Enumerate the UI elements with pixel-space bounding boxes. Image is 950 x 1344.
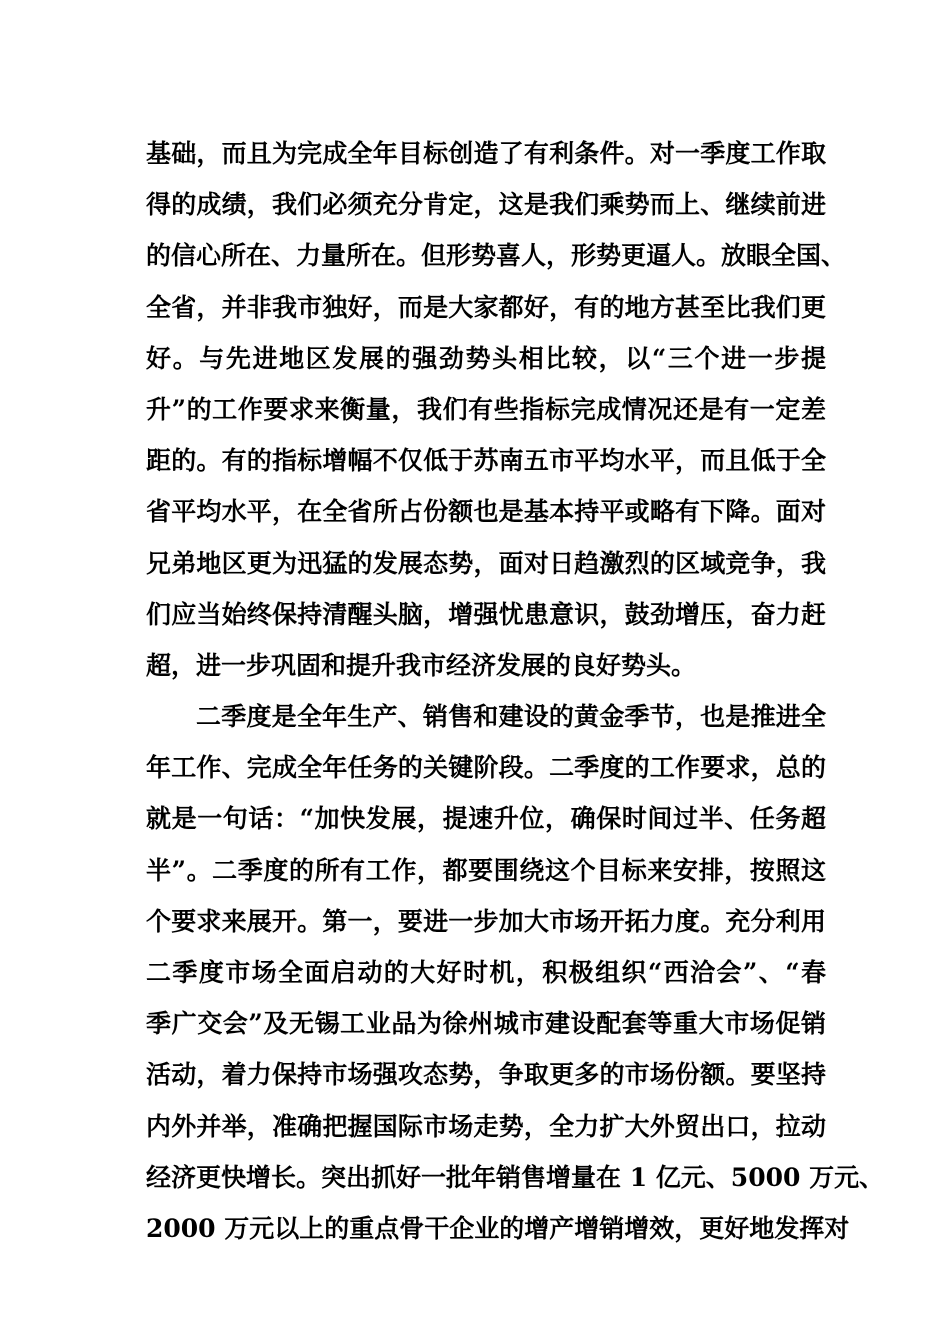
text-line: 好。与先进地区发展的强劲势头相比较，以“三个进一步提 [146,343,826,373]
text-line: 经济更快增长。突出抓好一批年销售增量在 1 亿元、5000 万元、 [146,1162,885,1192]
text-line: 兄弟地区更为迅猛的发展态势，面对日趋激烈的区域竞争，我 [146,548,826,578]
paragraph-1 [146,128,847,691]
text-line: 二季度市场全面启动的大好时机，积极组织“西洽会”、“春 [146,958,826,987]
text-line: 半”。二季度的所有工作，都要围绕这个目标来安排，按照这 [146,855,826,885]
text-line: 活动，着力保持市场强攻态势，争取更多的市场份额。要坚持 [146,1060,826,1090]
text-line: 的信心所在、力量所在。但形势喜人，形势更逼人。放眼全国、 [146,241,847,271]
text-line: 们应当始终保持清醒头脑，增强忧患意识，鼓劲增压，奋力赶 [146,599,826,629]
text-line: 超，进一步巩固和提升我市经济发展的良好势头。 [146,650,697,680]
text-line: 全省，并非我市独好，而是大家都好，有的地方甚至比我们更 [146,292,826,322]
paragraph-2 [146,691,885,1254]
text-line: 季广交会”及无锡工业品为徐州城市建设配套等重大市场促销 [146,1009,826,1039]
text-line: 得的成绩，我们必须充分肯定，这是我们乘势而上、继续前进 [146,190,826,220]
text-line: 就是一句话：“加快发展，提速升位，确保时间过半、任务超 [146,804,826,834]
text-line: 距的。有的指标增幅不仅低于苏南五市平均水平，而且低于全 [146,446,826,476]
text-line: 基础，而且为完成全年目标创造了有利条件。对一季度工作取 [146,139,826,168]
text-line: 个要求来展开。第一，要进一步加大市场开拓力度。充分利用 [146,906,826,936]
text-line: 年工作、完成全年任务的关键阶段。二季度的工作要求，总的 [146,753,826,783]
text-line: 二季度是全年生产、销售和建设的黄金季节，也是推进全 [196,702,826,732]
body-text [146,128,885,1254]
text-line: 内外并举，准确把握国际市场走势，全力扩大外贸出口，拉动 [146,1111,826,1141]
text-line: 2000 万元以上的重点骨干企业的增产增销增效，更好地发挥对 [146,1213,850,1243]
text-line: 省平均水平，在全省所占份额也是基本持平或略有下降。面对 [146,497,826,527]
text-line: 升”的工作要求来衡量，我们有些指标完成情况还是有一定差 [146,394,826,424]
